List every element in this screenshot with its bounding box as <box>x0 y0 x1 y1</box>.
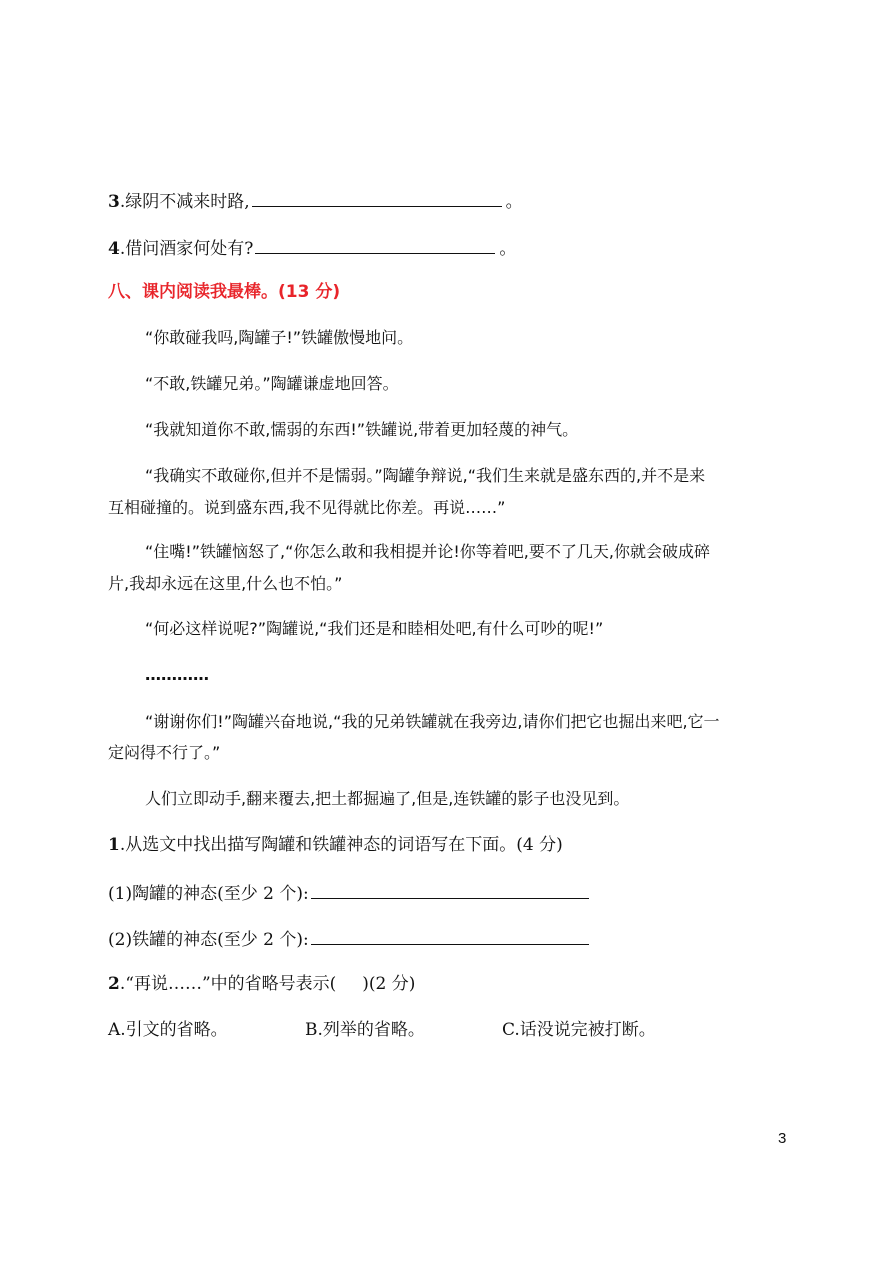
item-text: .借问酒家何处有? <box>119 239 254 259</box>
passage-paragraph: “住嘴!”铁罐恼怒了,“你怎么敢和我相提并论!你等着吧,要不了几天,你就会破成碎 <box>145 542 710 561</box>
item-number: 3 <box>108 192 120 212</box>
item-end: 。 <box>505 192 523 212</box>
passage-paragraph: “我确实不敢碰你,但并不是懦弱。”陶罐争辩说,“我们生来就是盛东西的,并不是来 <box>145 466 706 485</box>
question-2 <box>108 972 415 996</box>
answer-blank[interactable] <box>255 235 495 254</box>
question-text: .从选文中找出描写陶罐和铁罐神态的词语写在下面。(4 分) <box>119 835 563 855</box>
passage-paragraph: “我就知道你不敢,懦弱的东西!”铁罐说,带着更加轻蔑的神气。 <box>145 420 579 439</box>
question-number: 1 <box>108 835 120 855</box>
question-1-part-2 <box>108 926 593 952</box>
sub-question-text: (2)铁罐的神态(至少 2 个): <box>108 930 309 950</box>
page-number: 3 <box>778 1130 787 1147</box>
question-text: .“再说……”中的省略号表示( <box>119 974 337 994</box>
item-number: 4 <box>108 239 120 259</box>
option-a[interactable]: A.引文的省略。 <box>108 1020 228 1040</box>
passage-paragraph: “何必这样说呢?”陶罐说,“我们还是和睦相处吧,有什么可吵的呢!” <box>145 619 604 638</box>
passage-paragraph-cont: 片,我却永远在这里,什么也不怕。” <box>108 574 343 593</box>
section-heading: 八、课内阅读我最棒。(13 分) <box>108 282 341 302</box>
sub-question-text: (1)陶罐的神态(至少 2 个): <box>108 884 309 904</box>
passage-ellipsis: ………… <box>145 665 209 684</box>
question-1 <box>108 833 563 857</box>
item-text: .绿阴不减来时路, <box>119 192 250 212</box>
passage-paragraph-cont: 定闷得不行了。” <box>108 743 221 762</box>
passage-paragraph: 人们立即动手,翻来覆去,把土都掘遍了,但是,连铁罐的影子也没见到。 <box>145 789 630 808</box>
fill-item-3 <box>108 188 523 214</box>
item-end: 。 <box>499 239 517 259</box>
question-text-end: )(2 分) <box>362 974 416 994</box>
answer-blank[interactable] <box>311 926 589 945</box>
answer-blank[interactable] <box>252 188 502 207</box>
option-c[interactable]: C.话没说完被打断。 <box>502 1020 656 1040</box>
passage-paragraph: “你敢碰我吗,陶罐子!”铁罐傲慢地问。 <box>145 328 414 347</box>
option-b[interactable]: B.列举的省略。 <box>305 1020 425 1040</box>
passage-paragraph-cont: 互相碰撞的。说到盛东西,我不见得就比你差。再说……” <box>108 498 506 517</box>
question-number: 2 <box>108 974 120 994</box>
fill-item-4 <box>108 235 516 261</box>
answer-blank[interactable] <box>311 880 589 899</box>
question-1-part-1 <box>108 880 593 906</box>
passage-paragraph: “谢谢你们!”陶罐兴奋地说,“我的兄弟铁罐就在我旁边,请你们把它也掘出来吧,它一 <box>145 712 720 731</box>
passage-paragraph: “不敢,铁罐兄弟。”陶罐谦虚地回答。 <box>145 374 399 393</box>
